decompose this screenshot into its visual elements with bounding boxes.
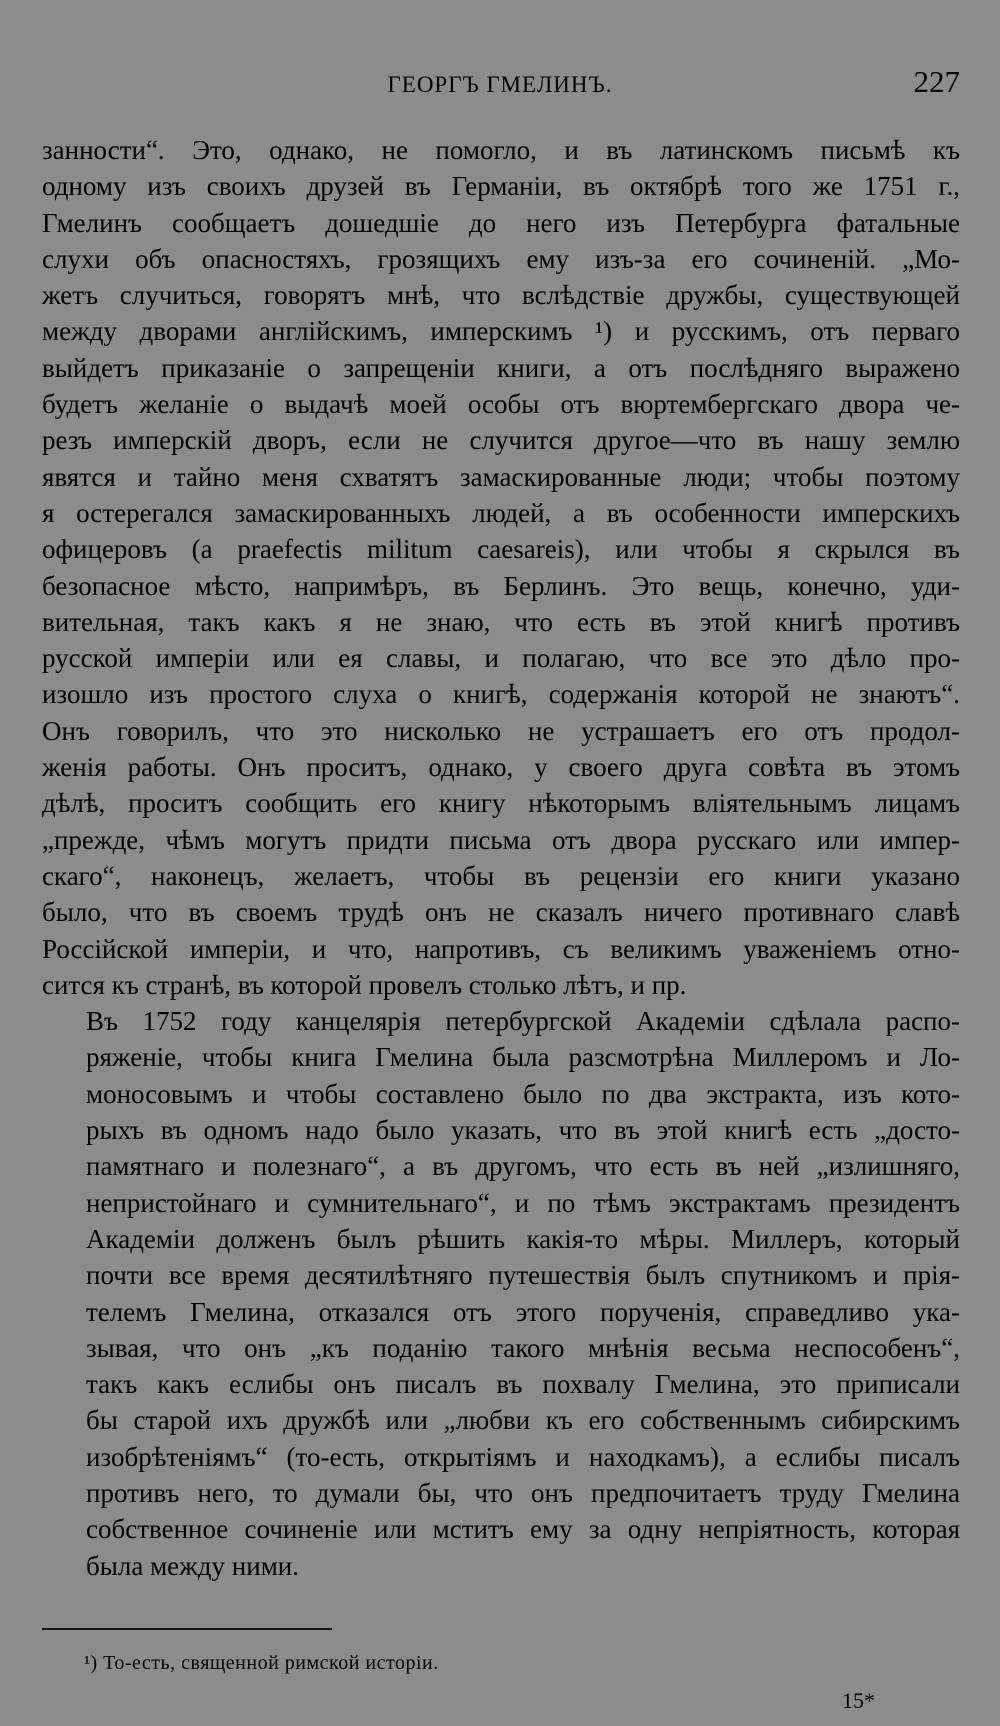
text-line: женія работы. Онъ проситъ, однако, у своего друга совѣта въ этомъ [42,752,960,783]
text-line: изошло изъ простого слуха о книгѣ, содержанія которой не знаютъ“. [42,679,960,710]
text-line: русской имперіи или ея славы, и полагаю, что все это дѣло про- [42,643,960,674]
text-line: будетъ желаніе о выдачѣ моей особы отъ вюртембергскаго двора че- [42,389,960,420]
text-line: телемъ Гмелина, отказался отъ этого порученія, справедливо ука- [86,1296,960,1327]
running-title: ГЕОРГЪ ГМЕЛИНЪ. [387,72,613,97]
text-line: явятся и тайно меня схватятъ замаскированные люди; чтобы поэтому [42,461,960,492]
footnote-divider [42,1628,332,1630]
text-line: непристойнаго и сумнительнаго“, и по тѣмъ экстрактамъ президентъ [86,1187,960,1218]
text-line: дѣлѣ, проситъ сообщить его книгу нѣкоторымъ вліятельнымъ лицамъ [42,788,960,819]
text-line: Академіи долженъ былъ рѣшить какія-то мѣры. Миллеръ, который [86,1223,960,1254]
text-line: бы старой ихъ дружбѣ или „любви къ его собственнымъ сибирскимъ [86,1405,960,1436]
text-line: офицеровъ (a praefectis militum caesareis), или чтобы я скрылся въ [42,534,960,565]
text-line: собственное сочиненіе или мститъ ему за одну непріятность, которая [86,1514,960,1545]
text-line: Онъ говорилъ, что это нисколько не устрашаетъ его отъ продол- [42,715,960,746]
signature-mark: 15* [842,1688,875,1713]
text-line: занности“. Это, однако, не помогло, и въ латинскомъ письмѣ къ [42,135,960,165]
text-line: сится къ странѣ, въ которой провелъ столько лѣтъ, и пр. [42,969,687,1000]
text-line: Гмелинъ сообщаетъ дошедшіе до него изъ Петербурга фатальные [42,207,960,238]
text-line: Въ 1752 году канцелярія петербургской Академіи сдѣлала распо- [86,1006,960,1037]
text-line: было, что въ своемъ трудѣ онъ не сказалъ ничего противнаго славѣ [42,897,960,928]
text-line: памятнаго и полезнаго“, а въ другомъ, что есть въ ней „излишняго, [86,1151,960,1182]
page-header [40,64,960,104]
text-line: резъ имперскій дворъ, если не случится другое—что въ нашу землю [42,425,960,456]
text-line: вительная, такъ какъ я не знаю, что есть въ этой книгѣ противъ [42,606,960,637]
text-line: почти все время десятилѣтняго путешествія былъ спутникомъ и прія- [86,1260,960,1291]
text-line: такъ какъ еслибы онъ писалъ въ похвалу Гмелина, это приписали [86,1369,960,1400]
text-line: одному изъ своихъ друзей въ Германіи, въ октябрѣ того же 1751 г., [42,171,960,202]
text-line: скаго“, наконецъ, желаетъ, чтобы въ рецензіи его книги указано [42,860,960,891]
text-line: выйдетъ приказаніе о запрещеніи книги, а отъ послѣдняго выражено [42,352,960,383]
text-line: жетъ случиться, говорятъ мнѣ, что вслѣдствіе дружбы, существующей [42,280,960,311]
text-line: была между ними. [86,1550,299,1581]
text-line: зывая, что онъ „къ поданію такого мнѣнія весьма неспособенъ“, [86,1332,960,1363]
text-line: изобрѣтеніямъ“ (то-есть, открытіямъ и находкамъ), а еслибы писалъ [86,1441,960,1472]
paragraph-2 [42,1003,960,1584]
text-line: слухи объ опасностяхъ, грозящихъ ему изъ-за его сочиненій. „Мо- [42,243,960,274]
text-line: „прежде, чѣмъ могутъ придти письма отъ двора русскаго или импер- [42,824,960,855]
text-line: безопасное мѣсто, напримѣръ, въ Берлинъ. Это вещь, конечно, уди- [42,570,960,601]
paragraph-1 [42,132,960,1003]
page-number: 227 [913,64,960,99]
text-line: между дворами англійскимъ, имперскимъ ¹) и русскимъ, отъ перваго [42,316,960,347]
text-line: ряженіе, чтобы книга Гмелина была разсмотрѣна Миллеромъ и Ло- [86,1042,960,1073]
body-text [42,132,960,1584]
footnote: ¹) То-есть, священной римской исторіи. [84,1652,439,1674]
text-line: рыхъ въ одномъ надо было указать, что въ этой книгѣ есть „досто- [86,1115,960,1146]
text-line: я остерегался замаскированныхъ людей, а въ особенности имперскихъ [42,497,960,528]
text-line: Россійской имперіи, и что, напротивъ, съ великимъ уваженіемъ отно- [42,933,960,964]
text-line: противъ него, то думали бы, что онъ предпочитаетъ труду Гмелина [86,1477,960,1508]
text-line: моносовымъ и чтобы составлено было по два экстракта, изъ кото- [86,1078,960,1109]
